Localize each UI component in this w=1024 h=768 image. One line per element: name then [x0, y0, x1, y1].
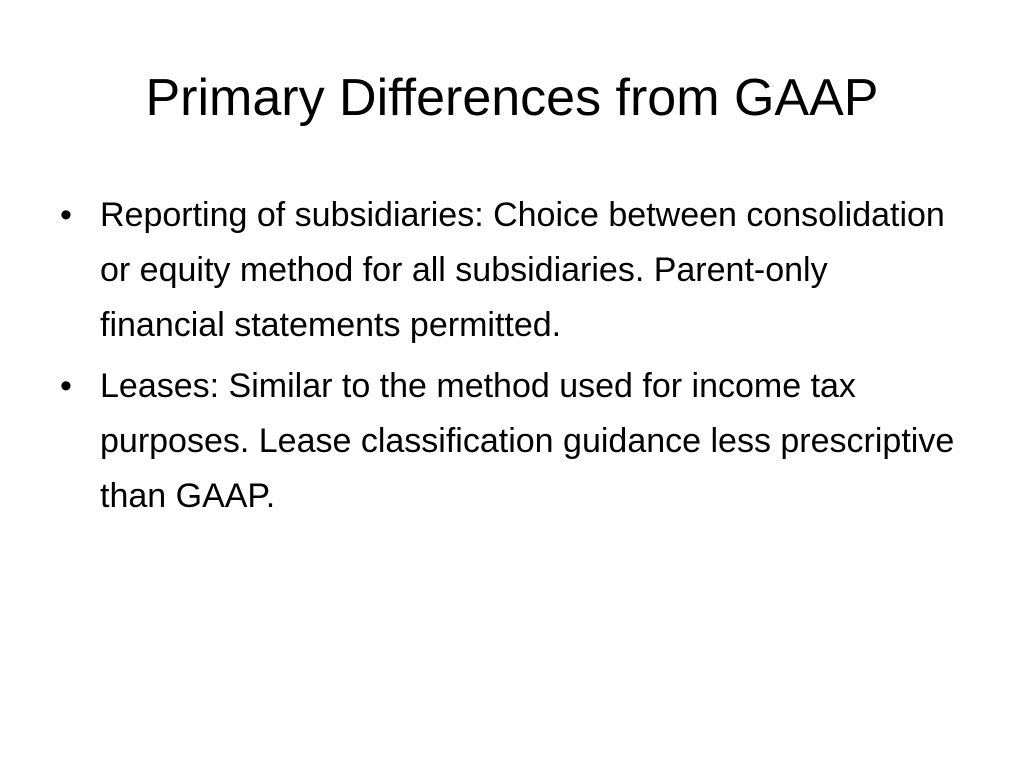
bullet-text: Reporting of subsidiaries: Choice between consolidation or equity method for all subsidiaries. Parent-only financial statements permitted.	[100, 196, 945, 344]
bullet-dot-icon: •	[60, 196, 72, 234]
bullet-list	[56, 188, 956, 530]
bullet-dot-icon: •	[60, 367, 72, 405]
bullet-item-leases	[56, 359, 956, 524]
bullet-item-reporting	[56, 188, 956, 353]
slide-title: Primary Differences from GAAP	[145, 69, 879, 127]
bullet-text: Leases: Similar to the method used for income tax purposes. Lease classification guidance less prescriptive than GAAP.	[100, 367, 955, 515]
